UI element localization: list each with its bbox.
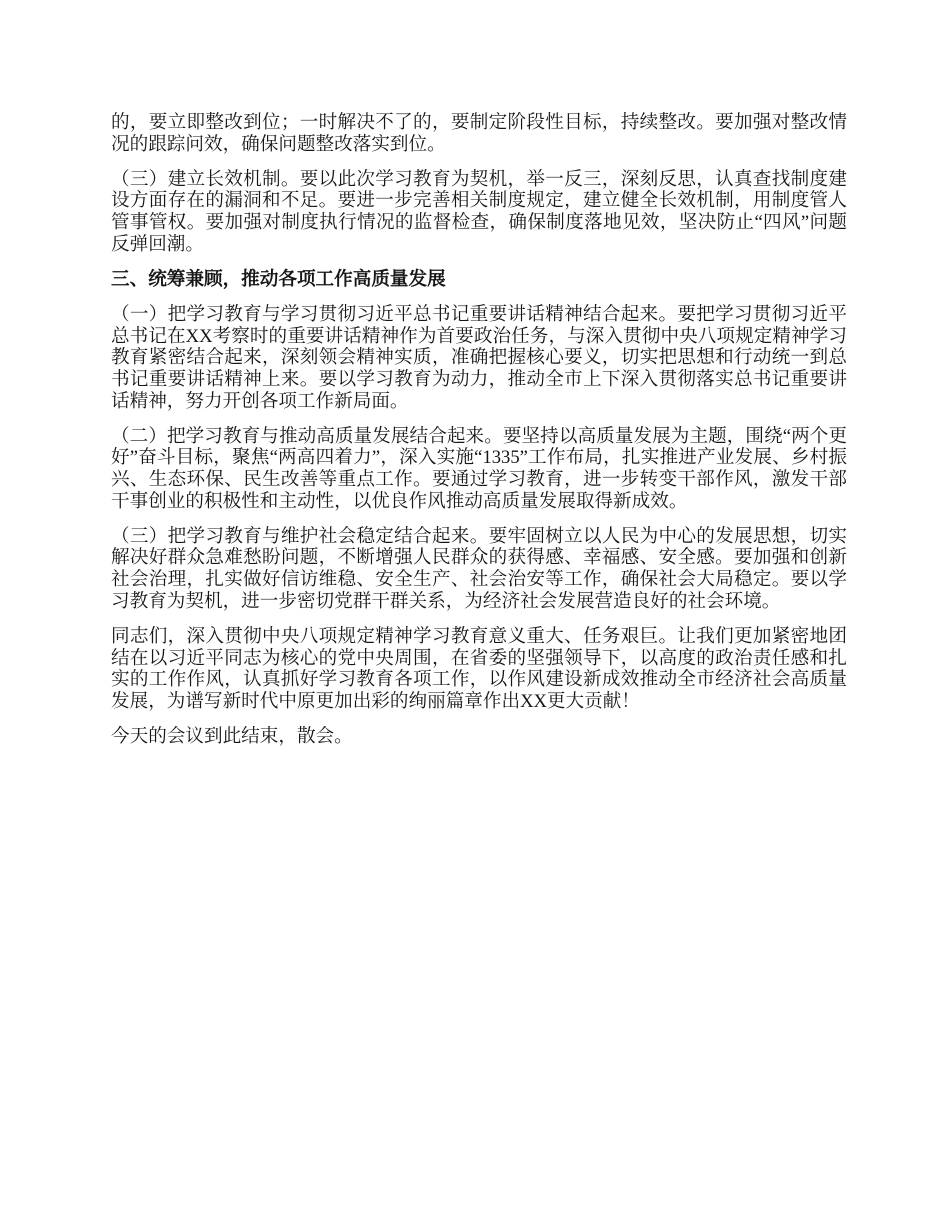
paragraph-rectification-continuation: 的，要立即整改到位；一时解决不了的，要制定阶段性目标，持续整改。要加强对整改情况的跟踪问效，确保问题整改落实到位。 <box>111 112 847 155</box>
paragraph-meeting-adjourned: 今天的会议到此结束，散会。 <box>111 725 353 747</box>
document-page <box>111 112 847 761</box>
paragraph-combine-important-speeches: （一）把学习教育与学习贯彻习近平总书记重要讲话精神结合起来。要把学习贯彻习近平总书记在XX考察时的重要讲话精神作为首要政治任务，与深入贯彻中央八项规定精神学习教育紧密结合起来，深刻领会精神实质，准确把握核心要义，切实把思想和行动统一到总书记重要讲话精神上来。要以学习教育为动力，推动全市上下深入贯彻落实总书记重要讲话精神，努力开创各项工作新局面。 <box>111 303 847 412</box>
paragraph-long-term-mechanism: （三）建立长效机制。要以此次学习教育为契机，举一反三，深刻反思，认真查找制度建设方面存在的漏洞和不足。要进一步完善相关制度规定，建立健全长效机制，用制度管人管事管权。要加强对制度执行情况的监督检查，确保制度落地见效，坚决防止“四风”问题反弹回潮。 <box>111 168 847 255</box>
section-heading-overall-planning: 三、统筹兼顾，推动各项工作高质量发展 <box>111 268 446 290</box>
paragraph-combine-high-quality-development: （二）把学习教育与推动高质量发展结合起来。要坚持以高质量发展为主题，围绕“两个更好”奋斗目标，聚焦“两高四着力”，深入实施“1335”工作布局，扎实推进产业发展、乡村振兴、生态环保、民生改善等重点工作。要通过学习教育，进一步转变干部作风，激发干部干事创业的积极性和主动性，以优良作风推动高质量发展取得新成效。 <box>111 425 847 512</box>
paragraph-combine-social-stability: （三）把学习教育与维护社会稳定结合起来。要牢固树立以人民为中心的发展思想，切实解决好群众急难愁盼问题，不断增强人民群众的获得感、幸福感、安全感。要加强和创新社会治理，扎实做好信访维稳、安全生产、社会治安等工作，确保社会大局稳定。要以学习教育为契机，进一步密切党群干群关系，为经济社会发展营造良好的社会环境。 <box>111 525 847 612</box>
paragraph-closing-remarks: 同志们，深入贯彻中央八项规定精神学习教育意义重大、任务艰巨。让我们更加紧密地团结在以习近平同志为核心的党中央周围，在省委的坚强领导下，以高度的政治责任感和扎实的工作作风，认真抓好学习教育各项工作，以作风建设新成效推动全市经济社会高质量发展，为谱写新时代中原更加出彩的绚丽篇章作出XX更大贡献！ <box>111 625 847 712</box>
